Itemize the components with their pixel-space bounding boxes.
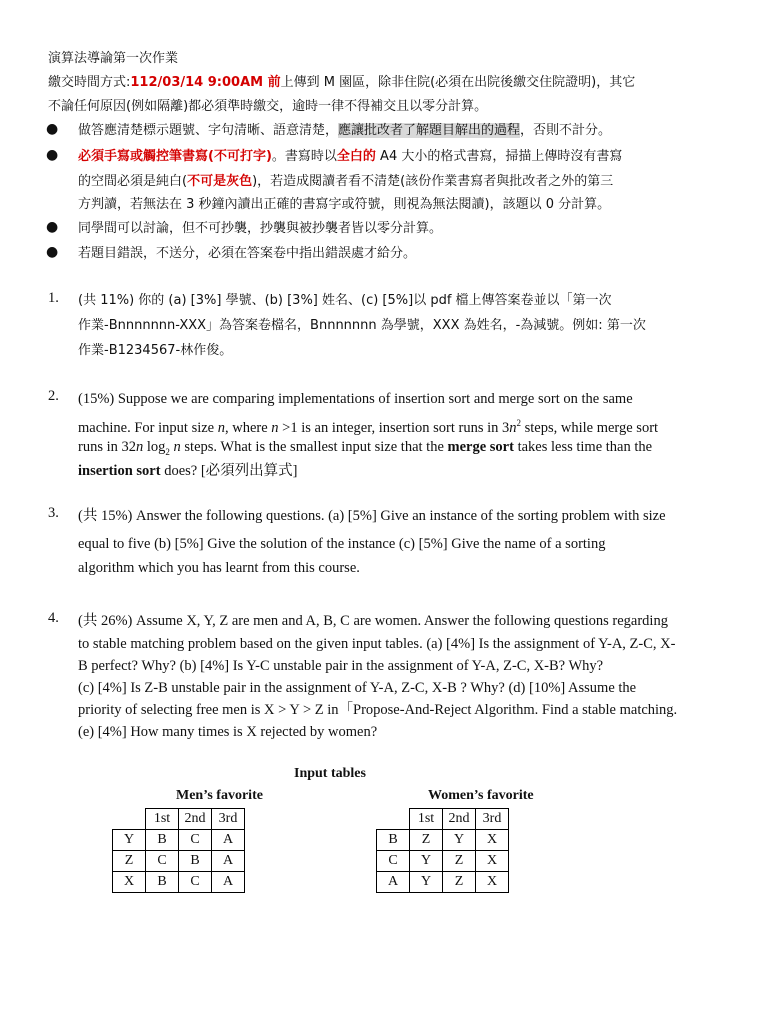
table-cell: Z	[443, 851, 476, 872]
q4-l4-text: (c) [4%] Is Z-B unstable pair in the assignment of Y-A, Z-C, X-B ? Why? (d) [10%] Assume the	[78, 680, 637, 696]
q1-l1-text: (共 11%) 你的 (a) [3%] 學號、(b) [3%] 姓名、(c) [5%]以 pdf 檔上傳答案卷並以「第一次	[78, 293, 612, 308]
q2-line-3	[78, 436, 652, 463]
table-cell: B	[179, 851, 212, 872]
q4-line-4	[78, 677, 636, 699]
q2-log: log	[143, 439, 166, 455]
table-cell: Y	[410, 851, 443, 872]
q1-line-3	[78, 340, 232, 362]
q2-l2a: machine. For input size	[78, 419, 218, 436]
q2-line-4	[78, 460, 297, 482]
q1-number: 1.	[48, 290, 59, 306]
table-cell: A	[212, 872, 245, 893]
rule-4	[78, 243, 416, 265]
deadline-date: 112/03/14 9:00AM 前	[130, 75, 281, 90]
table-cell: A	[212, 830, 245, 851]
q4-line-6	[78, 721, 377, 743]
q2-line-1	[78, 388, 633, 410]
table-cell: B	[146, 830, 179, 851]
table-cell: B	[146, 872, 179, 893]
womens-favorite-table	[376, 808, 509, 893]
table-row	[377, 830, 509, 851]
q3-l1-text: (共 15%) Answer the following questions. (a) [5%] Give an instance of the sorting problem with size	[78, 508, 666, 524]
table-row	[377, 872, 509, 893]
q4-line-1	[78, 610, 668, 632]
rule-2-l2-post: )，若造成閱讀者看不清楚(該份作業書寫者與批改者之外的第三	[252, 174, 614, 189]
rule-2-line-3	[78, 194, 610, 216]
rule-3	[78, 218, 442, 240]
deadline-line-2-text: 不論任何原因(例如隔離)都必須準時繳交，逾時一律不得補交且以零分計算。	[48, 99, 488, 114]
table-cell	[377, 809, 410, 830]
rule-2-l2-pre: 的空間必須是純白(	[78, 174, 188, 189]
table-cell: X	[476, 851, 509, 872]
table-cell: 3rd	[212, 809, 245, 830]
q4-line-5	[78, 699, 677, 721]
table-cell: 1st	[146, 809, 179, 830]
q2-l1-text: (15%) Suppose we are comparing implementations of insertion sort and merge sort on the same	[78, 391, 633, 407]
q4-l6-text: (e) [4%] How many times is X rejected by women?	[78, 724, 378, 740]
q2-exponent: 2	[516, 418, 521, 428]
q2-l2d: steps, while merge sort	[521, 419, 659, 436]
deadline-line-2	[48, 96, 487, 118]
table-cell	[113, 809, 146, 830]
table-cell: 2nd	[179, 809, 212, 830]
table-cell: C	[146, 851, 179, 872]
bullet-icon: ●	[46, 147, 59, 163]
table-cell: Y	[410, 872, 443, 893]
deadline-line	[48, 72, 635, 94]
womens-favorite-title: Women’s favorite	[428, 788, 534, 803]
q3-line-2	[78, 533, 605, 555]
q1-line-2	[78, 315, 646, 337]
table-cell: 3rd	[476, 809, 509, 830]
bullet-icon: ●	[46, 244, 59, 260]
table-cell: A	[212, 851, 245, 872]
q1-l2-text: 作業-Bnnnnnnn-XXX」為答案卷檔名，Bnnnnnnn 為學號，XXX 為姓名，-為減號。例如: 第一次	[78, 318, 646, 333]
rule-1	[78, 120, 611, 142]
rule-2-red-1: 必須手寫或觸控筆書寫(不可打字)	[78, 149, 272, 164]
table-cell: C	[179, 872, 212, 893]
mens-favorite-title: Men’s favorite	[176, 788, 263, 803]
q4-line-2	[78, 633, 675, 655]
rule-2-l2-red: 不可是灰色	[187, 174, 253, 189]
q2-var-n: n	[217, 419, 225, 436]
rule-2	[78, 146, 622, 168]
table-cell: 1st	[410, 809, 443, 830]
deadline-pre: 繳交時間方式:	[48, 75, 131, 90]
table-cell: X	[113, 872, 146, 893]
table-row	[113, 830, 245, 851]
q2-l4a: does? [必須列出算式]	[160, 463, 298, 479]
rule-2-l3-text: 方判讀，若無法在 3 秒鐘內讀出正確的書寫字或符號，則視為無法閱讀)，該題以 0 分計算。	[78, 197, 611, 212]
input-tables-title: Input tables	[294, 766, 366, 781]
rule-1-pre: 做答應清楚標示題號、字句清晰、語意清楚，	[78, 123, 339, 138]
rule-1-highlight: 應讓批改者了解題目解出的過程	[338, 123, 521, 138]
q4-l1-text: (共 26%) Assume X, Y, Z are men and A, B, C are women. Answer the following questions regarding	[78, 613, 668, 629]
rule-1-post: ，否則不計分。	[520, 123, 612, 138]
table-cell: Z	[410, 830, 443, 851]
table-row	[113, 851, 245, 872]
q2-var-n: n	[509, 419, 517, 436]
q4-l3-text: B perfect? Why? (b) [4%] Is Y-C unstable pair in the assignment of Y-A, Z-C, X-B? Why?	[78, 658, 604, 674]
bullet-icon: ●	[46, 219, 59, 235]
q2-l3b: steps. What is the smallest input size that the	[180, 439, 448, 455]
q2-l2c: >1 is an integer, insertion sort runs in 3	[278, 419, 510, 436]
mens-favorite-table	[112, 808, 245, 893]
q2-insertion-sort: insertion sort	[78, 463, 161, 479]
table-cell: C	[377, 851, 410, 872]
q3-line-3	[78, 557, 360, 579]
table-row	[377, 851, 509, 872]
q2-merge-sort: merge sort	[447, 439, 514, 455]
rule-4-text: 若題目錯誤，不送分，必須在答案卷中指出錯誤處才給分。	[78, 246, 417, 261]
q2-var-n: n	[136, 439, 144, 455]
q2-l3c: takes less time than the	[513, 439, 653, 455]
table-cell: Y	[113, 830, 146, 851]
q2-var-n: n	[173, 439, 181, 455]
table-cell: B	[377, 830, 410, 851]
rule-2-red-2: 全白的	[336, 149, 376, 164]
table-cell: Y	[443, 830, 476, 851]
table-cell: C	[179, 830, 212, 851]
q4-line-3	[78, 655, 603, 677]
q2-number: 2.	[48, 388, 59, 404]
table-cell: Z	[443, 872, 476, 893]
doc-title-text: 演算法導論第一次作業	[48, 51, 179, 66]
q2-line-2	[78, 412, 658, 439]
rule-2-mid: 。書寫時以	[271, 149, 337, 164]
q4-number: 4.	[48, 610, 59, 626]
q2-var-n: n	[271, 419, 279, 436]
q1-line-1	[78, 290, 612, 312]
rule-3-text: 同學間可以討論，但不可抄襲，抄襲與被抄襲者皆以零分計算。	[78, 221, 443, 236]
bullet-icon: ●	[46, 121, 59, 137]
rule-2-post: A4 大小的格式書寫，掃描上傳時沒有書寫	[375, 149, 623, 164]
q3-l2-text: equal to five (b) [5%] Give the solution of the instance (c) [5%] Give the name of a sorting	[78, 536, 606, 552]
q3-number: 3.	[48, 505, 59, 521]
table-cell: Z	[113, 851, 146, 872]
rule-2-line-2	[78, 171, 613, 193]
q2-log-base: 2	[165, 446, 170, 457]
q2-l2b: , where	[224, 419, 272, 436]
table-header-row	[377, 809, 509, 830]
doc-title	[48, 48, 178, 70]
q4-l5-text: priority of selecting free men is X > Y > Z in「Propose-And-Reject Algorithm. Find a stable matching.	[78, 702, 678, 718]
q2-l3a: runs in 32	[78, 439, 136, 455]
table-header-row	[113, 809, 245, 830]
q3-l3-text: algorithm which you has learnt from this course.	[78, 560, 360, 576]
deadline-post: 上傳到 M 園區，除非住院(必須在出院後繳交住院證明)，其它	[280, 75, 636, 90]
table-cell: A	[377, 872, 410, 893]
table-cell: X	[476, 830, 509, 851]
q3-line-1	[78, 505, 666, 527]
table-row	[113, 872, 245, 893]
table-cell: X	[476, 872, 509, 893]
table-cell: 2nd	[443, 809, 476, 830]
q1-l3-text: 作業-B1234567-林作俊。	[78, 343, 233, 358]
q4-l2-text: to stable matching problem based on the given input tables. (a) [4%] Is the assignment of Y-A, Z-C, X-	[78, 636, 676, 652]
